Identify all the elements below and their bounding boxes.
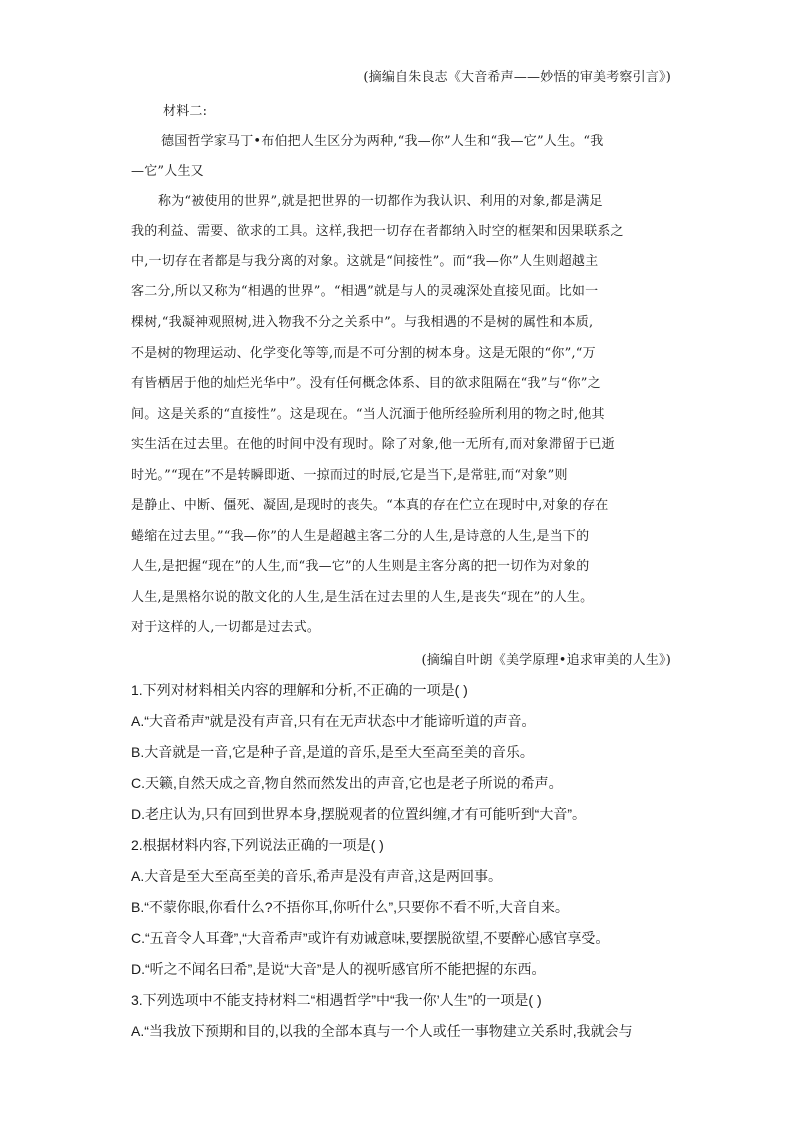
paragraph-line: 德国哲学家马丁•布伯把人生区分为两种,“我—你”人生和“我—它”人生。“我 xyxy=(161,134,604,149)
paragraph-line: 中,一切存在者都是与我分离的对象。这就是“间接性”。而“我—你”人生则超越主 xyxy=(131,254,599,269)
paragraph-line: 对于这样的人,一切都是过去式。 xyxy=(131,620,321,635)
paragraph-line: 人生,是黑格尔说的散文化的人生,是生活在过去里的人生,是丧失“现在”的人生。 xyxy=(131,590,594,605)
paragraph-line: 不是树的物理运动、化学变化等等,而是不可分割的树本身。这是无限的“你”,“万 xyxy=(131,346,596,361)
question-2-stem: 2.根据材料内容,下列说法正确的一项是( ) xyxy=(131,837,384,853)
question-3-stem: 3.下列选项中不能支持材料二“相遇哲学”中“我一你’人生”的一项是( ) xyxy=(131,992,542,1008)
question-1-option-c: C.天籁,自然天成之音,物自然而然发出的声音,它也是老子所说的希声。 xyxy=(131,775,563,791)
question-2-option-b: B.“不蒙你眼,你看什么?不捂你耳,你听什么”,只要你不看不听,大音自来。 xyxy=(131,899,569,915)
paragraph-line: 人生,是把握“现在”的人生,而“我—它”的人生则是主客分离的把一切作为对象的 xyxy=(131,559,590,574)
question-1-option-b: B.大音就是一音,它是种子音,是道的音乐,是至大至高至美的音乐。 xyxy=(131,744,534,760)
source-citation-2: (摘编自叶朗《美学原理•追求审美的人生》) xyxy=(421,653,671,668)
question-3-option-a: A.“当我放下预期和目的,以我的全部本真与一个人或任一事物建立关系时,我就会与 xyxy=(131,1023,633,1039)
paragraph-line: 时光。”“现在”不是转瞬即逝、一掠而过的时辰,它是当下,是常驻,而“对象”则 xyxy=(131,468,568,483)
question-2-option-c: C.“五音令人耳聋”,“大音希声”或许有劝诫意味,要摆脱欲望,不要醉心感官享受。 xyxy=(131,930,610,946)
paragraph-line: 蜷缩在过去里。”“我—你”的人生是超越主客二分的人生,是诗意的人生,是当下的 xyxy=(131,529,590,544)
question-2-option-a: A.大音是至大至高至美的音乐,希声是没有声音,这是两回事。 xyxy=(131,868,503,884)
question-1-option-a: A.“大音希声”就是没有声音,只有在无声状态中才能谛听道的声音。 xyxy=(131,713,536,729)
paragraph-line: 我的利益、需要、欲求的工具。这样,我把一切存在者都纳入时空的框架和因果联系之 xyxy=(131,224,624,239)
source-citation-1: (摘编自朱良志《大音希声——妙悟的审美考察引言》) xyxy=(363,70,671,85)
question-1-option-d: D.老庄认为,只有回到世界本身,摆脱观者的位置纠缠,才有可能听到“大音”。 xyxy=(131,806,586,822)
paragraph-line: 是静止、中断、僵死、凝固,是现时的丧失。“本真的存在伫立在现时中,对象的存在 xyxy=(131,498,609,513)
paragraph-line: —它”人生又 xyxy=(131,164,204,179)
paragraph-line: 实生活在过去里。在他的时间中没有现时。除了对象,他一无所有,而对象滞留于已逝 xyxy=(131,437,615,452)
material-2-heading: 材料二: xyxy=(163,104,208,119)
paragraph-line: 棵树,“我凝神观照树,进入物我不分之关系中”。与我相遇的不是树的属性和本质, xyxy=(131,315,594,330)
paragraph-line: 间。这是关系的“直接性”。这是现在。“当人沉湎于他所经验所利用的物之时,他其 xyxy=(131,407,605,422)
question-2-option-d: D.“听之不闻名曰希”,是说“大音”是人的视听感官所不能把握的东西。 xyxy=(131,961,546,977)
paragraph-line: 有皆栖居于他的灿烂光华中”。没有任何概念体系、目的欲求阻隔在“我”与“你”之 xyxy=(131,376,601,391)
paragraph-line: 客二分,所以又称为“相遇的世界”。“相遇”就是与人的灵魂深处直接见面。比如一 xyxy=(131,284,599,299)
paragraph-line: 称为“被使用的世界”,就是把世界的一切都作为我认识、利用的对象,都是满足 xyxy=(158,194,603,209)
question-1-stem: 1.下列对材料相关内容的理解和分析,不正确的一项是( ) xyxy=(131,682,468,698)
